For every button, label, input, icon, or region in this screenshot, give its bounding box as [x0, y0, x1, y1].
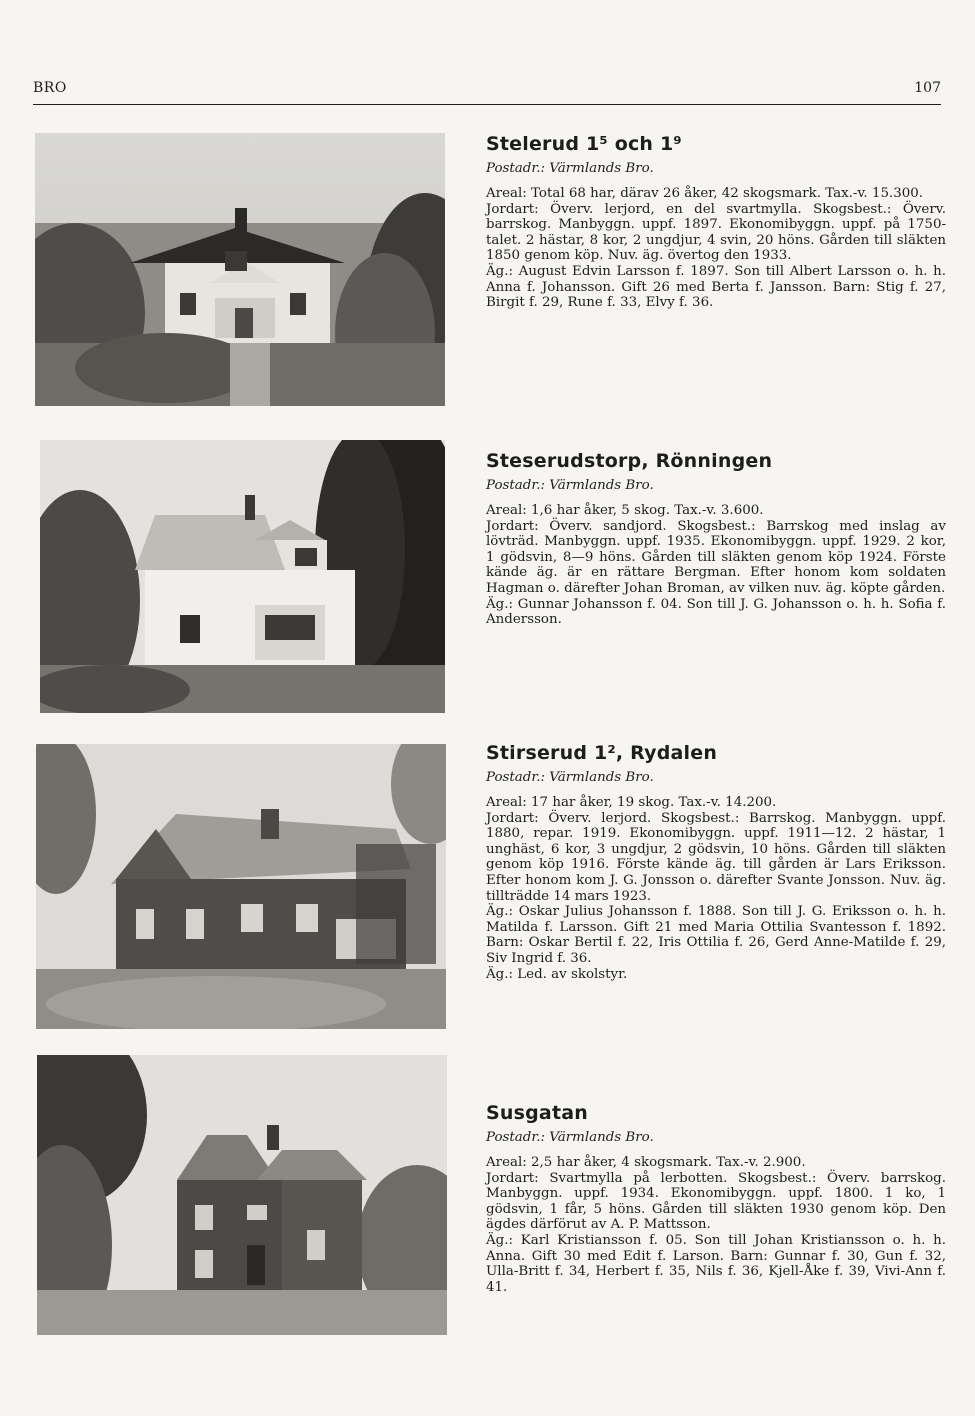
entry-title: Susgatan [486, 1102, 588, 1124]
entry-postadr: Postadr.: Värmlands Bro. [486, 1130, 654, 1145]
photo-stelerud [35, 133, 445, 406]
entry-postadr: Postadr.: Värmlands Bro. [486, 478, 654, 493]
photo-steserudstorp [40, 440, 445, 713]
entry-paragraph: Areal: Total 68 har, därav 26 åker, 42 skogsmark. Tax.-v. 15.300. [486, 186, 924, 201]
entry-paragraph: Jordart: Överv. lerjord, en del svartmylla. Skogsbest.: Överv. barrskog. Manbyggn. uppf. 1897. Ekonomibyggn. uppf. på 1750-talet. 2 hästar, 8 kor, 2 ungdjur, 4 svin, 20 höns. Gården till släkten 1850 genom köp. Nuv. äg. övertog den 1933. [486, 201, 946, 264]
entry-title: Stirserud 1², Rydalen [486, 742, 718, 764]
entry-paragraph: Äg.: Karl Kristiansson f. 05. Son till Johan Kristiansson o. h. h. Anna. Gift 30 med Edit f. Larson. Barn: Gunnar f. 30, Gun f. 32, Ulla-Britt f. 34, Herbert f. 35, Nils f. 36, Kjell-Åke f. 39, Vivi-Ann f. 41. [486, 1232, 946, 1295]
entry-title: Steserudstorp, Rönningen [486, 450, 773, 472]
entry-paragraph: Jordart: Överv. sandjord. Skogsbest.: Barrskog med inslag av lövträd. Manbyggn. uppf. 1935. Ekonomibyggn. uppf. 1929. 2 kor, 1 gödsvin, 8—9 höns. Gården till släkten genom köp 1924. Förste kände äg. är en rättare Bergman. Efter honom kom soldaten Hagman o. därefter Johan Broman, av vilken nuv. äg. köpte gården. [486, 518, 946, 596]
entry-steserudstorp [486, 450, 946, 628]
entry-stelerud [486, 133, 946, 311]
entry-paragraph: Äg.: Oskar Julius Johansson f. 1888. Son till J. G. Eriksson o. h. h. Matilda f. Larsson. Gift 21 med Maria Ottilia Svantesson f. 1892. Barn: Oskar Bertil f. 22, Iris Ottilia f. 26, Gerd Anne-Matilde f. 29, Siv Ingrid f. 36. [486, 904, 946, 966]
entry-paragraph: Areal: 1,6 har åker, 5 skog. Tax.-v. 3.600. [486, 503, 764, 518]
page-header [33, 80, 941, 104]
entry-postadr: Postadr.: Värmlands Bro. [486, 161, 654, 176]
entry-paragraph: Areal: 2,5 har åker, 4 skogsmark. Tax.-v. 2.900. [486, 1155, 806, 1170]
running-head: BRO [33, 80, 67, 96]
entry-paragraph: Areal: 17 har åker, 19 skog. Tax.-v. 14.200. [486, 795, 777, 810]
entry-paragraph: Äg.: Gunnar Johansson f. 04. Son till J. G. Johansson o. h. h. Sofia f. Andersson. [486, 596, 946, 628]
entry-paragraph: Äg.: Led. av skolstyr. [486, 966, 628, 982]
entry-stirserud [486, 742, 946, 982]
entry-postadr: Postadr.: Värmlands Bro. [486, 770, 654, 785]
entry-paragraph: Äg.: August Edvin Larsson f. 1897. Son till Albert Larsson o. h. h. Anna f. Johansson. Gift 26 med Berta f. Jansson. Barn: Stig f. 27, Birgit f. 29, Rune f. 33, Elvy f. 36. [486, 263, 946, 311]
entry-paragraph: Jordart: Överv. lerjord. Skogsbest.: Barrskog. Manbyggn. uppf. 1880, repar. 1919. Ekonomibyggn. uppf. 1911—12. 2 hästar, 1 unghäst, 6 kor, 3 ungdjur, 2 gödsvin, 10 höns. Gården till släkten genom köp 1916. Förste kände äg. till gården är Lars Eriksson. Efter honom kom J. G. Jonsson o. därefter Svante Jonsson. Nuv. äg. tillträdde 14 mars 1923. [486, 810, 946, 904]
entry-paragraph: Jordart: Svartmylla på lerbotten. Skogsbest.: Överv. barrskog. Manbyggn. uppf. 1934. Ekonomibyggn. uppf. 1800. 1 ko, 1 gödsvin, 1 får, 5 höns. Gården till släkten 1930 genom köp. Den ägdes därförut av A. P. Mattsson. [486, 1170, 946, 1233]
entry-title: Stelerud 1⁵ och 1⁹ [486, 133, 682, 155]
page-number: 107 [914, 80, 941, 96]
photo-stirserud [36, 744, 446, 1029]
header-rule [33, 104, 941, 105]
photo-susgatan [37, 1055, 447, 1335]
entry-susgatan [486, 1102, 946, 1295]
